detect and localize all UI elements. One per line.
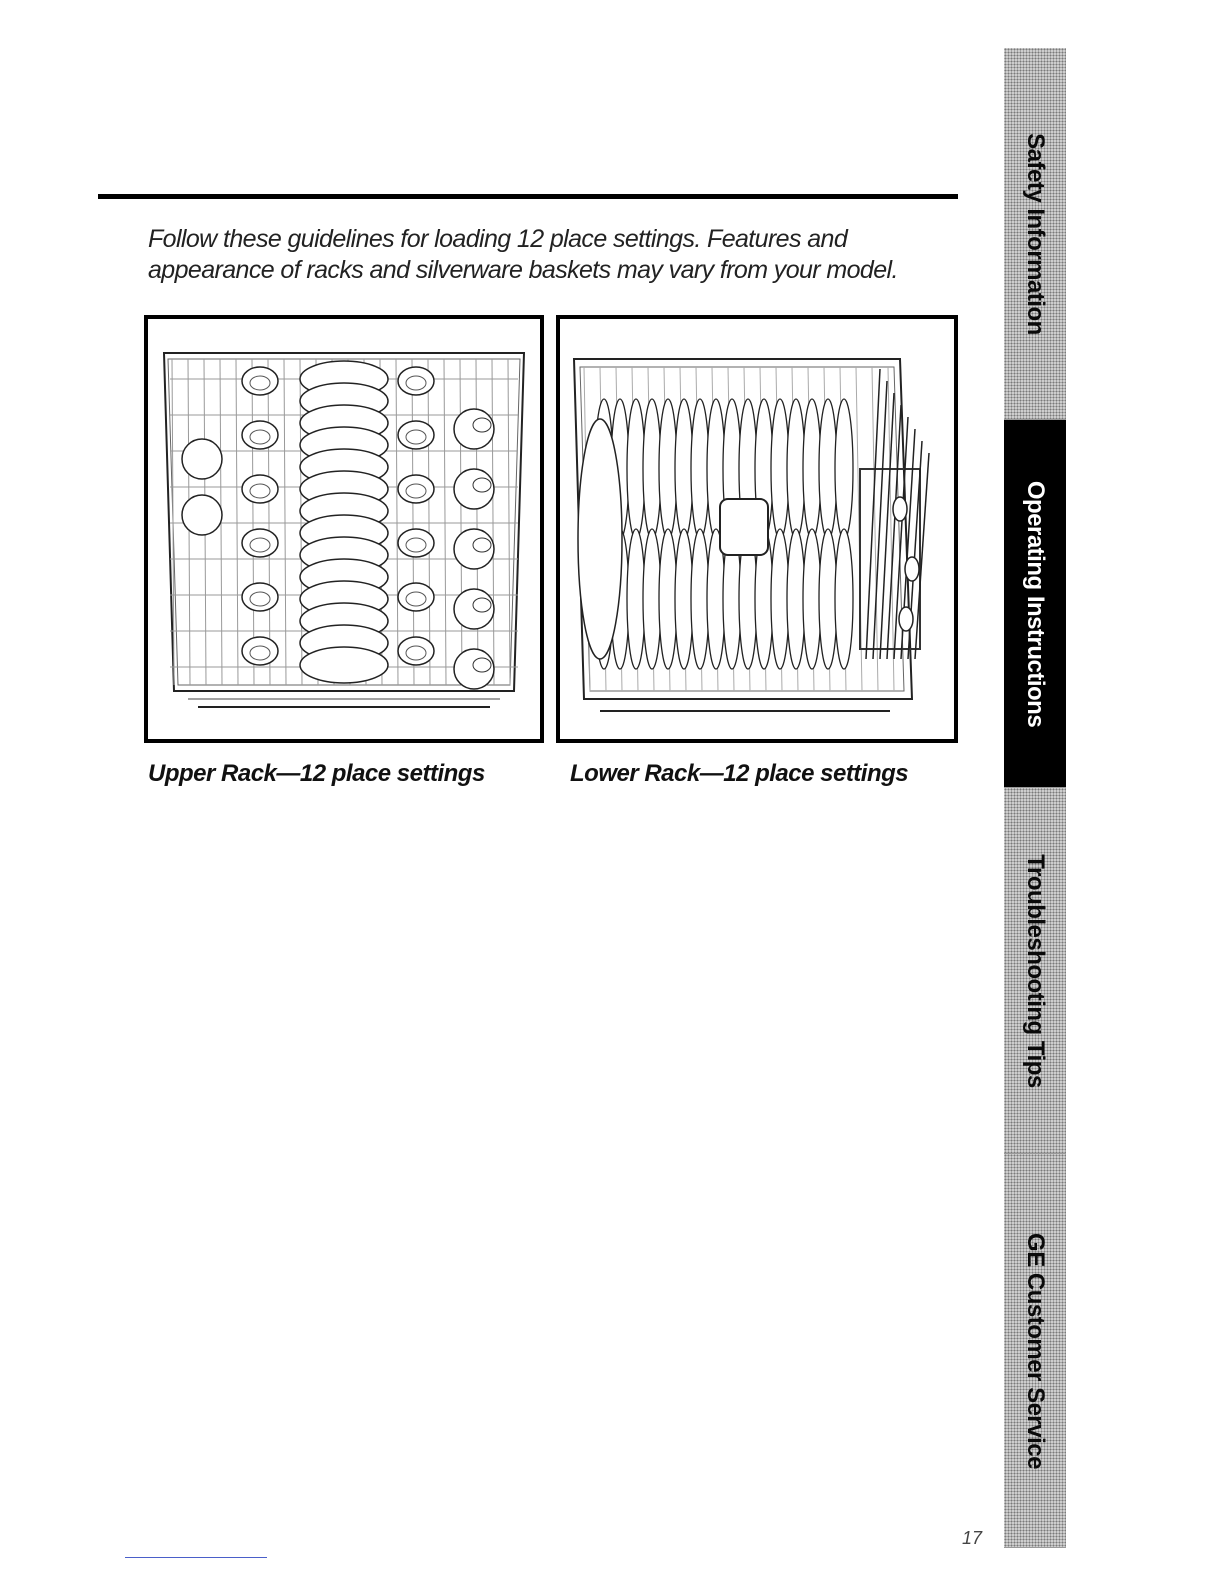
cup-shape [182,495,222,535]
plate-shape [835,399,853,539]
glass-shape [398,637,434,665]
section-rule [98,194,958,199]
tab-troubleshooting-tips-label: Troubleshooting Tips [1022,853,1049,1088]
upper-rack-caption: Upper Rack—12 place settings [148,760,485,787]
upper-rack-illustration [144,315,544,743]
plate-shape [675,529,693,669]
intro-line-2: appearance of racks and silverware baskets may vary from your model. [148,256,898,284]
plate-shape [659,529,677,669]
section-tabs [1004,48,1066,1548]
plate-shape [819,399,837,539]
plate-shape [659,399,677,539]
glass-shape [398,421,434,449]
plate-shape [819,529,837,669]
lower-rack-illustration [556,315,958,743]
spoon-shape [905,557,919,581]
plate-shape [691,399,709,539]
footer-link-underline[interactable] [125,1557,267,1558]
plate-shape [643,399,661,539]
spoon-shape [899,607,913,631]
lower-rack-drawing [560,319,954,739]
plate-shape [300,647,388,683]
plate-shape [675,399,693,539]
cup-shape [182,439,222,479]
tab-safety-information[interactable] [1004,48,1066,420]
plate-shape [835,529,853,669]
wash-hub-shape [720,499,768,555]
lower-rack-caption: Lower Rack—12 place settings [570,760,909,787]
plate-shape [691,529,709,669]
spoon-shape [893,497,907,521]
tab-operating-instructions-label: Operating Instructions [1022,480,1049,727]
plate-shape [771,399,789,539]
plate-shape [643,529,661,669]
glass-shape [398,367,434,395]
tab-operating-instructions[interactable] [1004,420,1066,788]
plate-shape [771,529,789,669]
plate-shape [787,399,805,539]
glass-shape [242,475,278,503]
tab-ge-customer-service[interactable] [1004,1154,1066,1548]
tab-troubleshooting-tips[interactable] [1004,788,1066,1154]
intro-text [148,224,948,286]
plate-shape [787,529,805,669]
glass-shape [242,421,278,449]
plate-shape [803,399,821,539]
page-number: 17 [962,1528,983,1548]
tab-ge-customer-service-label: GE Customer Service [1022,1232,1049,1469]
glass-shape [242,529,278,557]
upper-rack-drawing [148,319,540,739]
glass-shape [242,637,278,665]
tab-safety-information-label: Safety Information [1022,132,1049,335]
plate-shape [803,529,821,669]
glass-shape [398,529,434,557]
platter-shape [578,419,622,659]
glass-shape [398,475,434,503]
glass-shape [242,367,278,395]
plate-shape [627,399,645,539]
plate-shape [627,529,645,669]
intro-line-1: Follow these guidelines for loading 12 place settings. Features and [148,225,848,253]
glass-shape [398,583,434,611]
glass-shape [242,583,278,611]
